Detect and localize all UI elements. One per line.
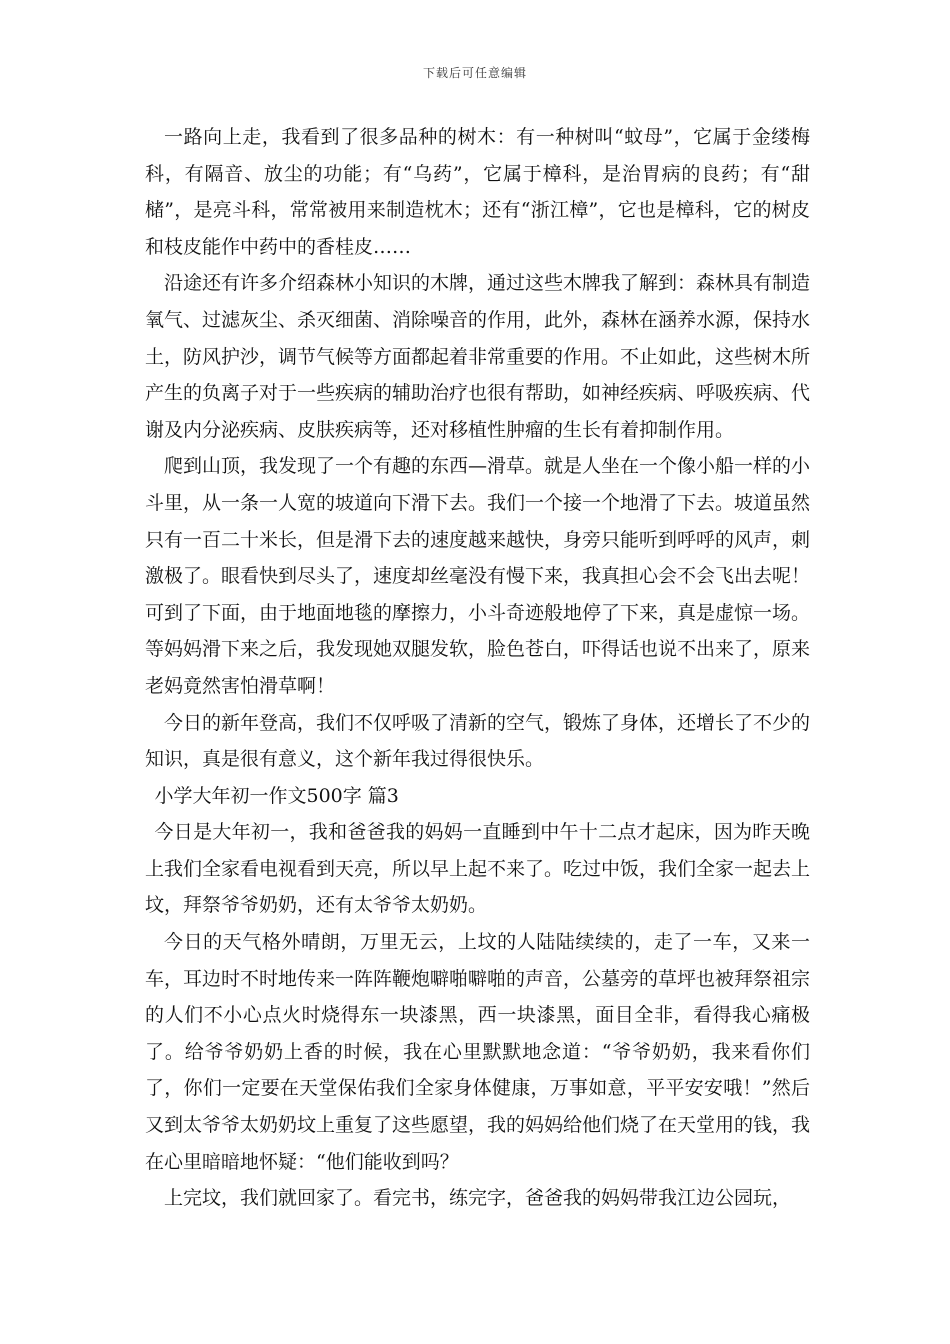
document-body — [145, 119, 810, 1217]
paragraph: 爬到山顶，我发现了一个有趣的东西—滑草。就是人坐在一个像小船一样的小斗里，从一条一人宽的坡道向下滑下去。我们一个接一个地滑了下去。坡道虽然只有一百二十米长，但是滑下去的速度越来越快，身旁只能听到呼呼的风声，刺激极了。眼看快到尽头了，速度却丝毫没有慢下来，我真担心会不会飞出去呢！可到了下面，由于地面地毯的摩擦力，小斗奇迹般地停了下来，真是虚惊一场。等妈妈滑下来之后，我发现她双腿发软，脸色苍白，吓得话也说不出来了，原来老妈竟然害怕滑草啊！ — [145, 455, 811, 697]
paragraph: 今日的新年登高，我们不仅呼吸了清新的空气，锻炼了身体，还增长了不少的知识，真是很有意义，这个新年我过得很快乐。 — [145, 711, 811, 771]
section-heading: 小学大年初一作文500字 篇3 — [154, 784, 399, 807]
paragraph: 今日是大年初一，我和爸爸我的妈妈一直睡到中午十二点才起床，因为昨天晚上我们全家看电视看到天亮，所以早上起不来了。吃过中饭，我们全家一起去上坟，拜祭爷爷奶奶，还有太爷爷太奶奶。 — [145, 821, 811, 917]
paragraph: 今日的天气格外晴朗，万里无云，上坟的人陆陆续续的，走了一车，又来一车，耳边时不时地传来一阵阵鞭炮噼啪噼啪的声音，公墓旁的草坪也被拜祭祖宗的人们不小心点火时烧得东一块漆黑，西一块漆黑，面目全非，看得我心痛极了。给爷爷奶奶上香的时候，我在心里默默地念道：“爷爷奶奶，我来看你们了，你们一定要在天堂保佑我们全家身体健康，万事如意，平平安安哦！”然后又到太爷爷太奶奶坟上重复了这些愿望，我的妈妈给他们烧了在天堂用的钱，我在心里暗暗地怀疑：“他们能收到吗？ — [145, 931, 811, 1173]
paragraph: 一路向上走，我看到了很多品种的树木：有一种树叫“蚊母”，它属于金缕梅科，有隔音、放尘的功能；有“乌药”，它属于樟科，是治胃病的良药；有“甜槠”，是亮斗科，常常被用来制造枕木；还有“浙江樟”，它也是樟科，它的树皮和枝皮能作中药中的香桂皮…… — [145, 126, 810, 258]
paragraph: 上完坟，我们就回家了。看完书，练完字，爸爸我的妈妈带我江边公园玩， — [164, 1187, 792, 1210]
page-header: 下载后可任意编辑 — [422, 66, 527, 80]
paragraph: 沿途还有许多介绍森林小知识的木牌，通过这些木牌我了解到：森林具有制造氧气、过滤灰尘、杀灭细菌、消除噪音的作用，此外，森林在涵养水源，保持水土，防风护沙，调节气候等方面都起着非常重要的作用。不止如此，这些树木所产生的负离子对于一些疾病的辅助治疗也很有帮助，如神经疾病、呼吸疾病、代谢及内分泌疾病、皮肤疾病等，还对移植性肿瘤的生长有着抑制作用。 — [145, 272, 811, 441]
